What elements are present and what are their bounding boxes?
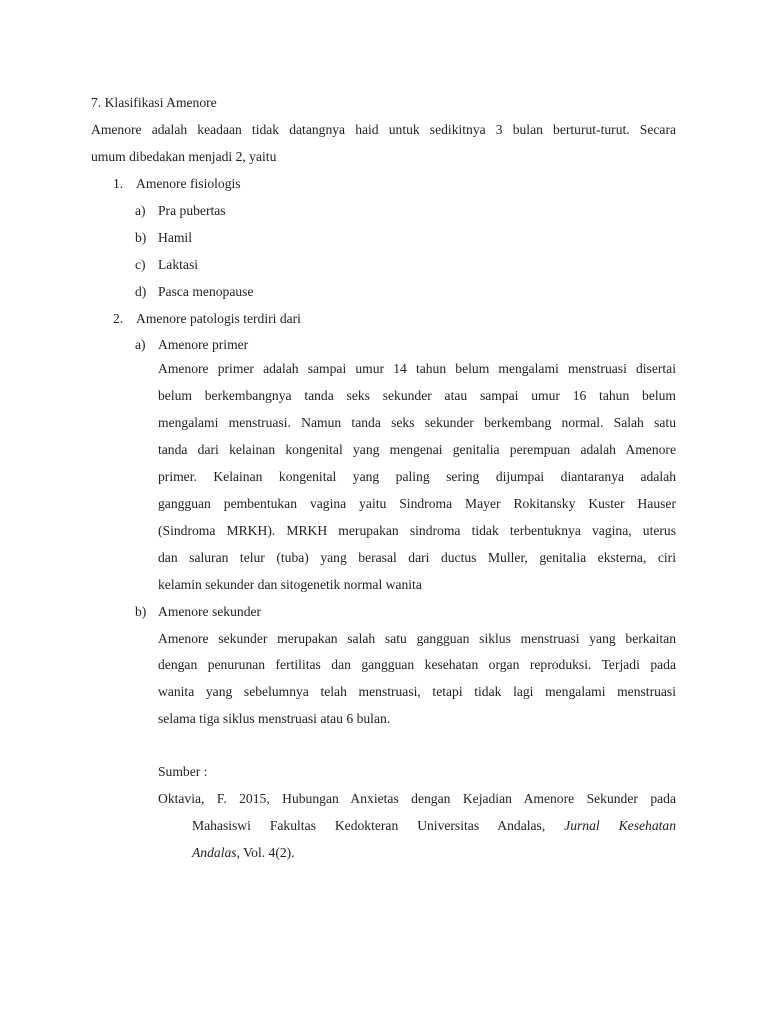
list-marker: 2. — [113, 311, 124, 326]
sublist-marker: b) — [135, 604, 147, 619]
sublist-marker: a) — [135, 203, 146, 218]
paragraph-line: gangguan pembentukan vagina yaitu Sindroma Mayer Rokitansky Kuster Hauser — [158, 496, 676, 511]
journal-name: Jurnal Kesehatan — [564, 818, 676, 833]
sublist-marker: a) — [135, 337, 146, 352]
sublist-item: Amenore primer — [158, 337, 249, 352]
paragraph-line: mengalami menstruasi. Namun tanda seks sekunder berkembang normal. Salah satu — [158, 415, 676, 430]
reference-line-2 — [192, 817, 676, 835]
paragraph-line: (Sindroma MRKH). MRKH merupakan sindroma tidak terbentuknya vagina, uterus — [158, 523, 676, 538]
paragraph-line: dengan penurunan fertilitas dan gangguan kesehatan organ reproduksi. Terjadi pada — [158, 657, 676, 672]
list-marker: 1. — [113, 176, 124, 191]
intro-line-1: Amenore adalah keadaan tidak datangnya haid untuk sedikitnya 3 bulan berturut-turut. Secara — [91, 122, 676, 137]
reference-line-1: Oktavia, F. 2015, Hubungan Anxietas dengan Kejadian Amenore Sekunder pada — [158, 791, 676, 806]
paragraph-line: primer. Kelainan kongenital yang paling sering dijumpai diantaranya adalah — [158, 469, 676, 484]
journal-name-cont: Andalas — [192, 845, 237, 860]
paragraph-line: Amenore sekunder merupakan salah satu gangguan siklus menstruasi yang berkaitan — [158, 631, 676, 646]
paragraph-line: wanita yang sebelumnya telah menstruasi, tetapi tidak lagi mengalami menstruasi — [158, 684, 676, 699]
sublist-item: Pasca menopause — [158, 284, 254, 299]
sublist-item: Amenore sekunder — [158, 604, 262, 619]
paragraph-line: selama tiga siklus menstruasi atau 6 bulan. — [158, 711, 391, 726]
paragraph-line: tanda dari kelainan kongenital yang mengenai genitalia perempuan adalah Amenore — [158, 442, 676, 457]
sublist-marker: d) — [135, 284, 147, 299]
paragraph-line: belum berkembangnya tanda seks sekunder atau sampai umur 16 tahun belum — [158, 388, 676, 403]
sublist-item: Hamil — [158, 230, 192, 245]
list-item-title: Amenore fisiologis — [136, 176, 241, 191]
list-item-title: Amenore patologis terdiri dari — [136, 311, 301, 326]
intro-line-2: umum dibedakan menjadi 2, yaitu — [91, 149, 277, 164]
source-label: Sumber : — [158, 764, 208, 779]
sublist-marker: b) — [135, 230, 147, 245]
reference-volume: , Vol. 4(2). — [236, 845, 295, 860]
sublist-item: Pra pubertas — [158, 203, 226, 218]
reference-line-3 — [192, 844, 295, 862]
paragraph-line: kelamin sekunder dan sitogenetik normal wanita — [158, 577, 422, 592]
paragraph-line: Amenore primer adalah sampai umur 14 tahun belum mengalami menstruasi disertai — [158, 361, 676, 376]
sublist-marker: c) — [135, 257, 146, 272]
reference-authors-title: Mahasiswi Fakultas Kedokteran Universitas Andalas, — [192, 818, 546, 833]
sublist-item: Laktasi — [158, 257, 199, 272]
section-heading: 7. Klasifikasi Amenore — [91, 95, 217, 110]
paragraph-line: dan saluran telur (tuba) yang berasal dari ductus Muller, genitalia eksterna, ciri — [158, 550, 676, 565]
